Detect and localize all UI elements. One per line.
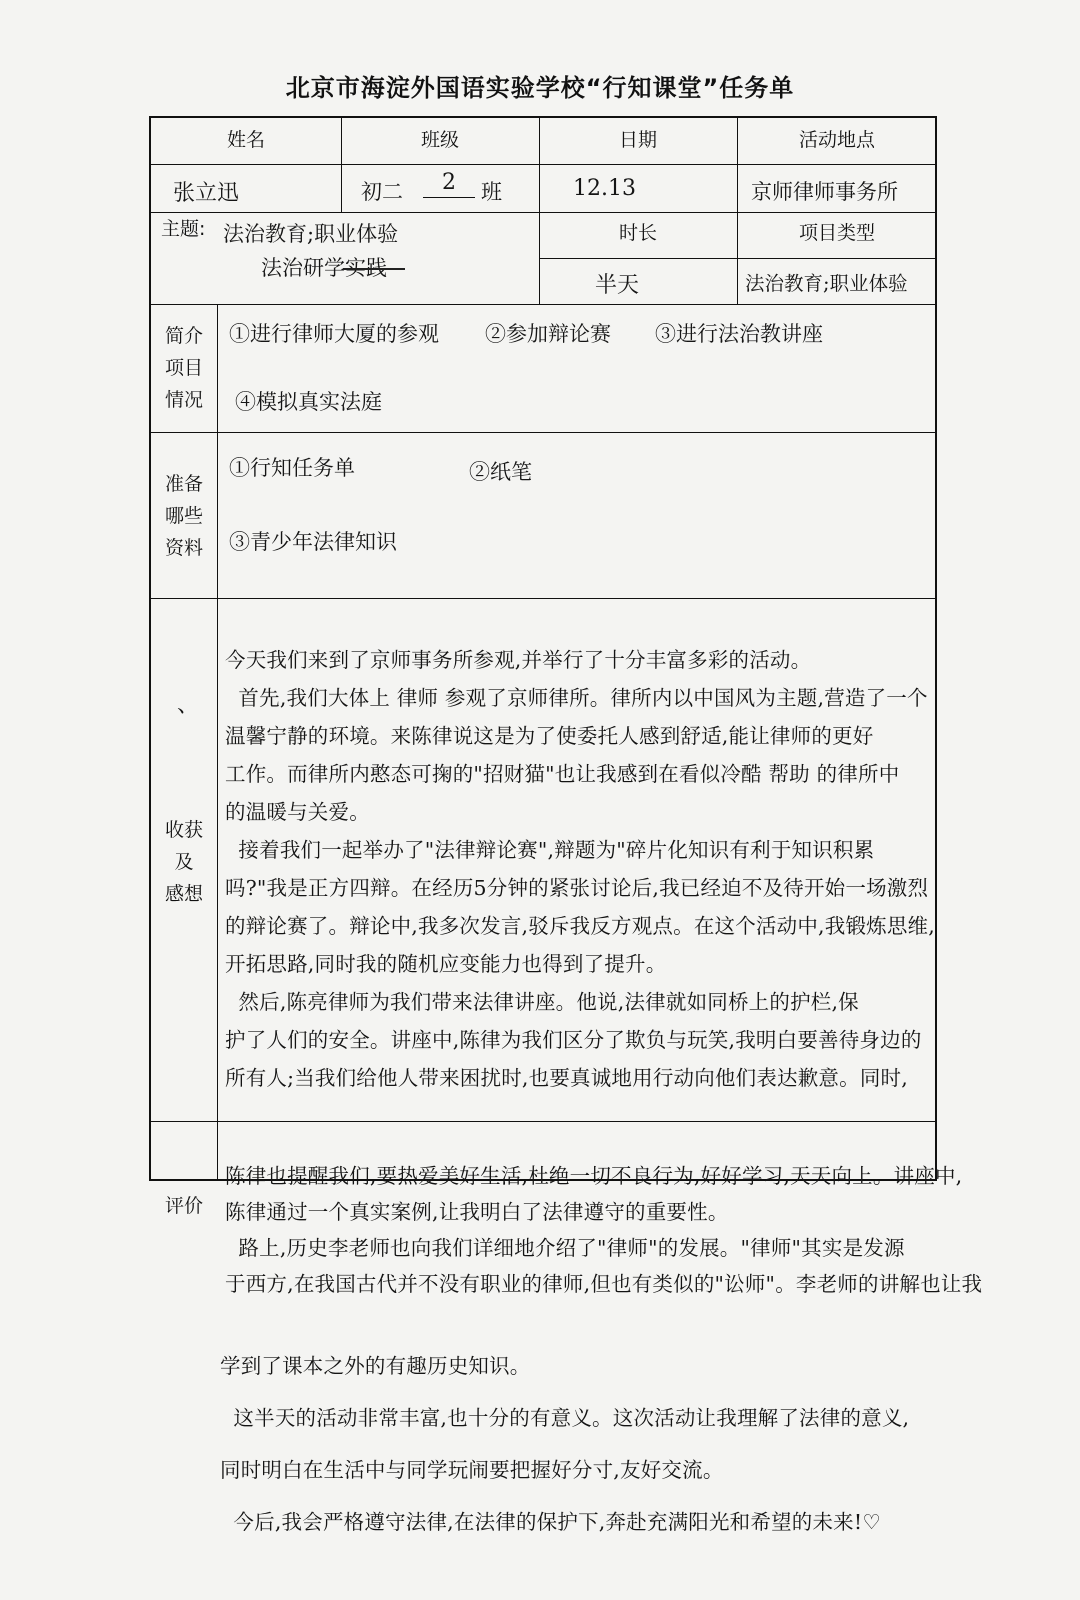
evaluation-line: 路上,历史李老师也向我们详细地介绍了"律师"的发展。"律师"其实是发源 <box>225 1236 905 1260</box>
theme-label: 主题: <box>161 218 206 240</box>
strikethrough <box>343 268 405 270</box>
header-date: 日期 <box>618 129 657 151</box>
reflection-line: 的温暖与关爱。 <box>225 800 370 824</box>
evaluation-line: 陈律也提醒我们,要热爱美好生活,杜绝一切不良行为,好好学习,天天向上。讲座中, <box>225 1164 963 1188</box>
prep-label-line: 哪些 <box>164 505 203 527</box>
row-divider <box>151 598 937 599</box>
header-location: 活动地点 <box>798 129 875 151</box>
closing-line: 今后,我会严格遵守法律,在法律的保护下,奔赴充满阳光和希望的未来!♡ <box>220 1510 881 1534</box>
duration-value: 半天 <box>595 273 640 298</box>
stray-mark: 、 <box>177 693 200 718</box>
gain-label-line: 感想 <box>164 883 203 905</box>
row-divider <box>151 304 937 305</box>
reflection-line: 首先,我们大体上 律师 参观了京师律所。律所内以中国风为主题,营造了一个 <box>225 686 928 710</box>
closing-line: 学到了课本之外的有趣历史知识。 <box>220 1354 531 1378</box>
student-name: 张立迅 <box>173 181 240 206</box>
intro-item: ①进行律师大厦的参观 <box>229 322 439 346</box>
closing-line: 同时明白在生活中与同学玩闹要把握好分寸,友好交流。 <box>220 1458 724 1482</box>
prep-label <box>151 468 217 564</box>
duration-label: 时长 <box>618 222 657 244</box>
reflection-line: 接着我们一起举办了"法律辩论赛",辩题为"碎片化知识有利于知识积累 <box>225 838 875 862</box>
prep-item: ②纸笔 <box>469 460 532 484</box>
type-value: 法治教育;职业体验 <box>745 272 908 295</box>
header-name: 姓名 <box>226 129 265 151</box>
reflection-line: 温馨宁静的环境。来陈律说这是为了使委托人感到舒适,能让律师的更好 <box>225 724 874 748</box>
prep-item: ③青少年法律知识 <box>229 530 397 554</box>
reflection-line: 工作。而律所内憨态可掬的"招财猫"也让我感到在看似冷酷 帮助 的律所中 <box>225 762 900 786</box>
reflection-line: 吗?"我是正方四辩。在经历5分钟的紧张讨论后,我已经迫不及待开始一场激烈 <box>225 876 929 900</box>
type-label: 项目类型 <box>798 222 875 244</box>
reflection-line: 开拓思路,同时我的随机应变能力也得到了提升。 <box>225 952 667 976</box>
theme-line-1: 法治教育;职业体验 <box>223 222 399 246</box>
closing-line: 这半天的活动非常丰富,也十分的有意义。这次活动让我理解了法律的意义, <box>220 1406 910 1430</box>
evaluation-line: 于西方,在我国古代并不没有职业的律师,但也有类似的"讼师"。李老师的讲解也让我 <box>225 1272 983 1296</box>
evaluation-line: 陈律通过一个真实案例,让我明白了法律遵守的重要性。 <box>225 1200 729 1224</box>
closing-body <box>220 1288 909 1600</box>
row-divider <box>151 212 937 213</box>
row-divider <box>151 164 937 165</box>
intro-item: ②参加辩论赛 <box>485 322 611 346</box>
intro-label <box>151 320 217 416</box>
eval-label: 评价 <box>164 1195 203 1217</box>
activity-location: 京师律师事务所 <box>751 180 898 204</box>
intro-label-line: 项目 <box>164 357 203 379</box>
row-divider <box>151 432 937 433</box>
class-number: 2 <box>423 170 475 198</box>
page-title: 北京市海淀外国语实验学校“行知课堂”任务单 <box>285 74 795 102</box>
reflection-line: 的辩论赛了。辩论中,我多次发言,驳斥我反方观点。在这个活动中,我锻炼思维, <box>225 914 935 938</box>
intro-item: ③进行法治教讲座 <box>655 322 823 346</box>
activity-date: 12.13 <box>573 176 636 201</box>
intro-label-line: 简介 <box>164 325 203 347</box>
class-prefix: 初二 <box>361 180 403 204</box>
intro-item: ④模拟真实法庭 <box>235 390 382 414</box>
intro-label-line: 情况 <box>164 389 203 411</box>
prep-label-line: 资料 <box>164 537 203 559</box>
gain-label-line: 及 <box>174 851 194 873</box>
reflection-body <box>225 603 935 1135</box>
reflection-line: 护了人们的安全。讲座中,陈律为我们区分了欺负与玩笑,我明白要善待身边的 <box>225 1028 922 1052</box>
gain-label-line: 收获 <box>164 819 203 841</box>
reflection-line: 今天我们来到了京师事务所参观,并举行了十分丰富多彩的活动。 <box>225 648 812 672</box>
prep-item: ①行知任务单 <box>229 456 355 480</box>
reflection-line: 所有人;当我们给他人带来困扰时,也要真诚地用行动向他们表达歉意。同时, <box>225 1066 908 1090</box>
theme-line-2: 法治研学实践 <box>261 256 387 280</box>
col-divider <box>217 304 218 1181</box>
row-divider <box>539 258 937 259</box>
prep-label-line: 准备 <box>164 473 203 495</box>
gain-label <box>151 814 217 910</box>
header-class: 班级 <box>420 129 459 151</box>
class-suffix: 班 <box>481 180 502 204</box>
reflection-line: 然后,陈亮律师为我们带来法律讲座。他说,法律就如同桥上的护栏,保 <box>225 990 859 1014</box>
